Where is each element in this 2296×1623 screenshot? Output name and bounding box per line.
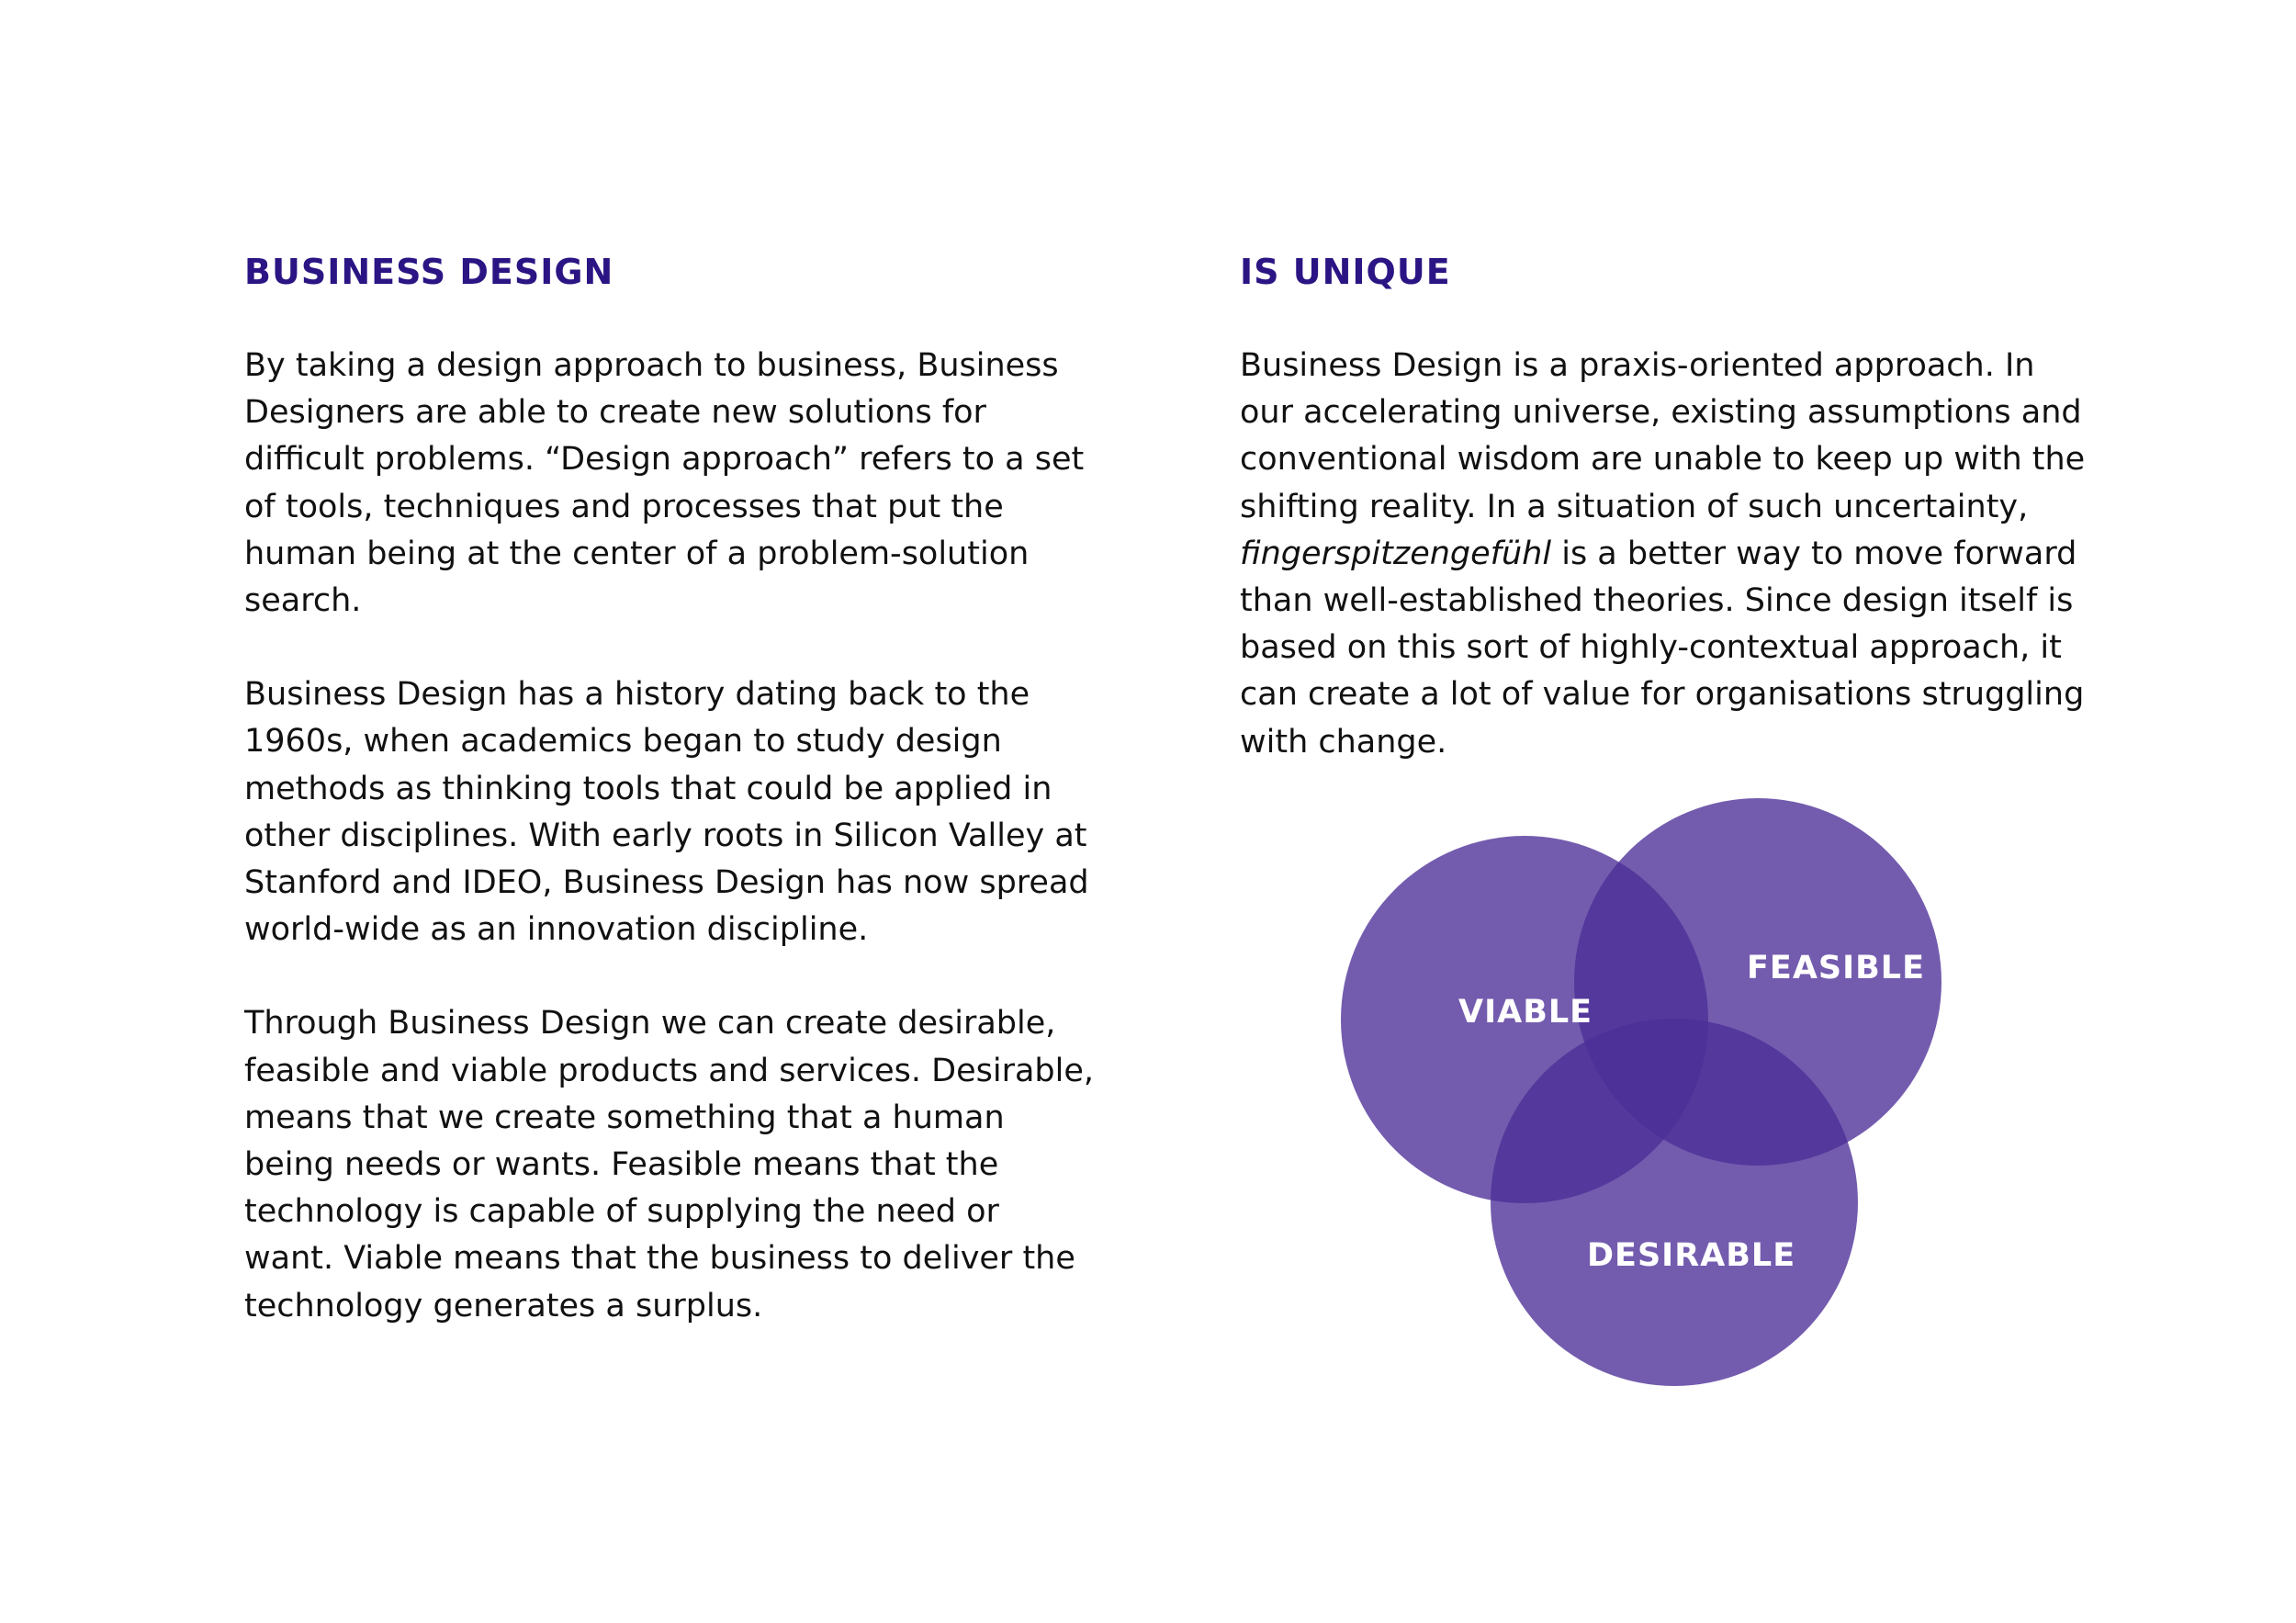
venn-diagram <box>1322 785 1965 1401</box>
right-paragraph-end: is a better way to move forward than well-established theories. Since design itself is based on this sort of highly-contextual approach, it can create a lot of value for organisations struggling with change. <box>1240 535 2085 761</box>
left-paragraph-1: By taking a design approach to business, Business Designers are able to create new solutions for difficult problems. “Design approach” refers to a set of tools, techniques and processes that put the human being at the center of a problem-solution search. <box>244 347 1085 620</box>
left-heading: BUSINESS DESIGN <box>244 252 614 292</box>
left-column <box>244 343 1094 1377</box>
left-paragraph-2: Business Design has a history dating back to the 1960s, when academics began to study design methods as thinking tools that could be applied in other disciplines. With early roots in Silicon Valley at Stanford and IDEO, Business Design has now spread world-wide as an innovation discipline. <box>244 676 1089 949</box>
right-paragraph-start: Business Design is a praxis-oriented approach. In our accelerating universe, existing assumptions and conventional wisdom are unable to keep up with the shifting reality. In a situation of such uncertainty, <box>1240 347 2086 525</box>
venn-label-feasible: FEASIBLE <box>1747 950 1926 986</box>
right-heading: IS UNIQUE <box>1240 252 1451 292</box>
right-paragraph-emphasis: fingerspitzengefühl <box>1240 535 1552 572</box>
left-paragraph-3: Through Business Design we can create desirable, feasible and viable products and services. Desirable, means that we create something that a human being needs or wants. Feasible means that the technology is capable of supplying the need or want. Viable means that the business to deliver the technology generates a surplus. <box>244 1005 1095 1324</box>
venn-label-desirable: DESIRABLE <box>1587 1237 1796 1274</box>
venn-label-viable: VIABLE <box>1458 994 1593 1031</box>
right-column <box>1240 343 2089 813</box>
venn-circle-desirable <box>1491 1019 1858 1386</box>
right-paragraph <box>1240 343 2089 766</box>
